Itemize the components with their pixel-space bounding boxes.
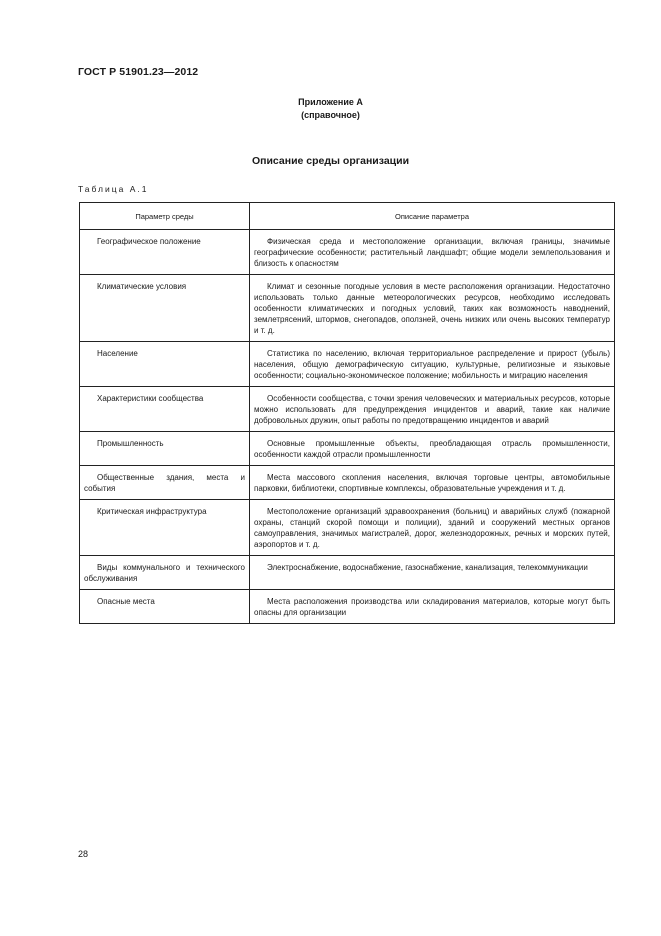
- table-header-row: [80, 203, 615, 230]
- description-cell: Места массового скопления населения, включая торговые центры, автомобильные парковки, библиотеки, спортивные комплексы, образовательные учреждения и т. д.: [250, 466, 615, 500]
- description-cell: Места расположения производства или складирования материалов, которые могут быть опасны для организации: [250, 590, 615, 624]
- parameter-cell: Критическая инфраструктура: [80, 500, 250, 556]
- column-header-parameter: Параметр среды: [80, 203, 250, 230]
- parameter-cell: Общественные здания, места и события: [80, 466, 250, 500]
- table-row: [80, 556, 615, 590]
- table-header: [80, 203, 615, 230]
- table-row: [80, 500, 615, 556]
- description-cell: Особенности сообщества, с точки зрения человеческих и материальных ресурсов, которые можно использовать для предупреждения инцидентов и аварий, такие как наличие добровольных дружин, опыт работы по предотвращению инцидентов и аварий: [250, 387, 615, 432]
- section-title: Описание среды организации: [251, 155, 410, 167]
- parameter-cell: Характеристики сообщества: [80, 387, 250, 432]
- parameter-cell: Виды коммунального и технического обслуживания: [80, 556, 250, 590]
- table-row: [80, 342, 615, 387]
- parameter-cell: Климатические условия: [80, 275, 250, 342]
- description-cell: Статистика по населению, включая территориальное распределение и прирост (убыль) населения, общую демографическую ситуацию, культурные, религиозные и языковые особенности; социально-экономическое положение; мобильность и миграцию населения: [250, 342, 615, 387]
- description-cell: Электроснабжение, водоснабжение, газоснабжение, канализация, телекоммуникации: [250, 556, 615, 590]
- table-row: [80, 466, 615, 500]
- parameter-cell: Географическое положение: [80, 230, 250, 275]
- table-row: [80, 432, 615, 466]
- appendix-heading: [0, 96, 661, 122]
- page-number: 28: [78, 849, 89, 859]
- table-row: [80, 230, 615, 275]
- parameter-cell: Опасные места: [80, 590, 250, 624]
- parameter-cell: Население: [80, 342, 250, 387]
- table-body: [80, 230, 615, 624]
- column-header-description: Описание параметра: [250, 203, 615, 230]
- description-cell: Климат и сезонные погодные условия в месте расположения организации. Недостаточно использовать только данные метеорологических ресурсов, необходимо исследовать особенности климатических и погодных условий, таких как возможность наводнений, землетрясений, штормов, снегопадов, оползней, очень низких или очень высоких температур и т. д.: [250, 275, 615, 342]
- table-row: [80, 387, 615, 432]
- document-header: ГОСТ Р 51901.23—2012: [78, 66, 199, 78]
- description-cell: Основные промышленные объекты, преобладающая отрасль промышленности, особенности каждой отрасли промышленности: [250, 432, 615, 466]
- description-cell: Физическая среда и местоположение организации, включая границы, значимые географические особенности; растительный ландшафт; общие модели землепользования и близость к опасностям: [250, 230, 615, 275]
- environment-table: [79, 202, 615, 624]
- appendix-type: (справочное): [301, 110, 360, 120]
- description-cell: Местоположение организаций здравоохранения (больниц) и аварийных служб (пожарной охраны, станций скорой помощи и полиции), зданий и сооружений местных органов самоуправления, значимых магистралей, дорог, железнодорожных, речных и морских путей, аэропортов и т. д.: [250, 500, 615, 556]
- appendix-title: Приложение А: [298, 97, 363, 107]
- table-row: [80, 590, 615, 624]
- table-row: [80, 275, 615, 342]
- parameter-cell: Промышленность: [80, 432, 250, 466]
- table-label: Таблица А.1: [78, 184, 149, 194]
